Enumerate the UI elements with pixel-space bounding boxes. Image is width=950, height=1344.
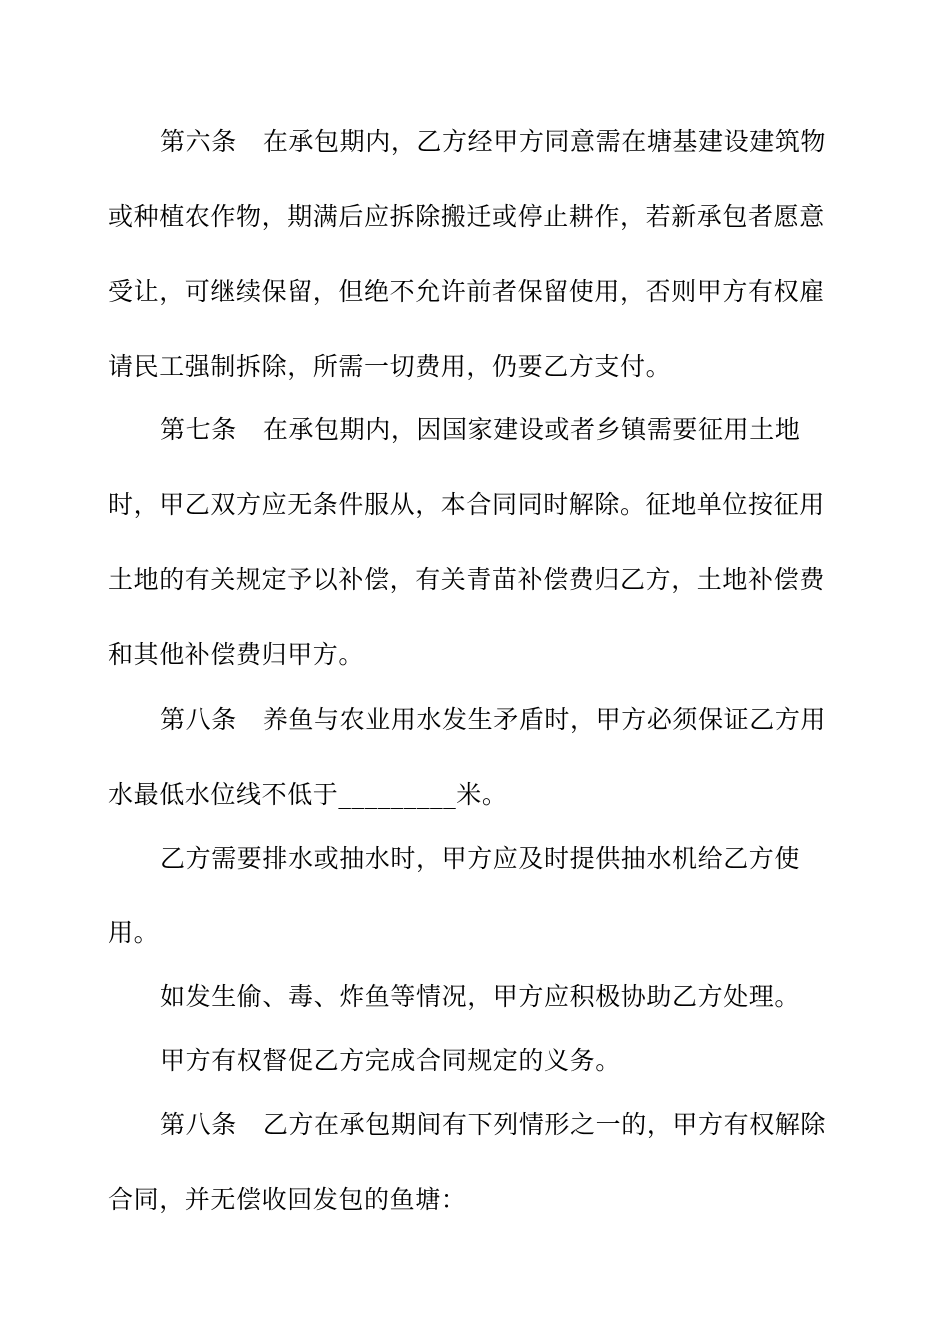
line-text: 如发生偷、毒、炸鱼等情况，甲方应积极协助乙方处理。 [160, 982, 801, 1011]
paragraph-line [108, 565, 825, 595]
line-text: 养鱼与农业用水发生矛盾时，甲方必须保证乙方用 [262, 705, 827, 734]
line-text: 请民工强制拆除，所需一切费用，仍要乙方支付。 [108, 352, 672, 381]
line-text: 用。 [108, 918, 160, 947]
paragraph-line [108, 202, 825, 232]
line-text: 水最低水位线不低于_________米。 [108, 780, 508, 809]
line-text: 在承包期内，因国家建设或者乡镇需要征用土地 [262, 415, 801, 444]
line-text: 在承包期内，乙方经甲方同意需在塘基建设建筑物 [262, 127, 827, 156]
paragraph-line [160, 705, 826, 735]
paragraph-line [160, 415, 800, 445]
article-number: 第八条 [160, 1110, 237, 1139]
paragraph-line [160, 982, 800, 1012]
paragraph-line [108, 277, 825, 307]
paragraph-line [108, 780, 508, 810]
paragraph-line [108, 640, 364, 670]
line-text: 乙方需要排水或抽水时，甲方应及时提供抽水机给乙方使 [160, 844, 801, 873]
paragraph-line [108, 1185, 466, 1215]
paragraph-line [108, 352, 671, 382]
line-text: 乙方在承包期间有下列情形之一的，甲方有权解除 [262, 1110, 827, 1139]
paragraph-line [160, 1110, 826, 1140]
line-text: 或种植农作物，期满后应拆除搬迁或停止耕作，若新承包者愿意 [108, 202, 825, 231]
article-number: 第七条 [160, 415, 237, 444]
line-text: 合同，并无偿收回发包的鱼塘： [108, 1185, 467, 1214]
line-text: 时，甲乙双方应无条件服从，本合同同时解除。征地单位按征用 [108, 490, 825, 519]
article-number: 第六条 [160, 127, 237, 156]
paragraph-line [160, 844, 800, 874]
paragraph-line [160, 1046, 621, 1076]
line-text: 甲方有权督促乙方完成合同规定的义务。 [160, 1046, 621, 1075]
paragraph-line [160, 127, 826, 157]
line-text: 和其他补偿费归甲方。 [108, 640, 365, 669]
paragraph-line [108, 490, 825, 520]
line-text: 土地的有关规定予以补偿，有关青苗补偿费归乙方，土地补偿费 [108, 565, 825, 594]
line-text: 受让，可继续保留，但绝不允许前者保留使用，否则甲方有权雇 [108, 277, 825, 306]
article-number: 第八条 [160, 705, 237, 734]
paragraph-line [108, 918, 159, 948]
